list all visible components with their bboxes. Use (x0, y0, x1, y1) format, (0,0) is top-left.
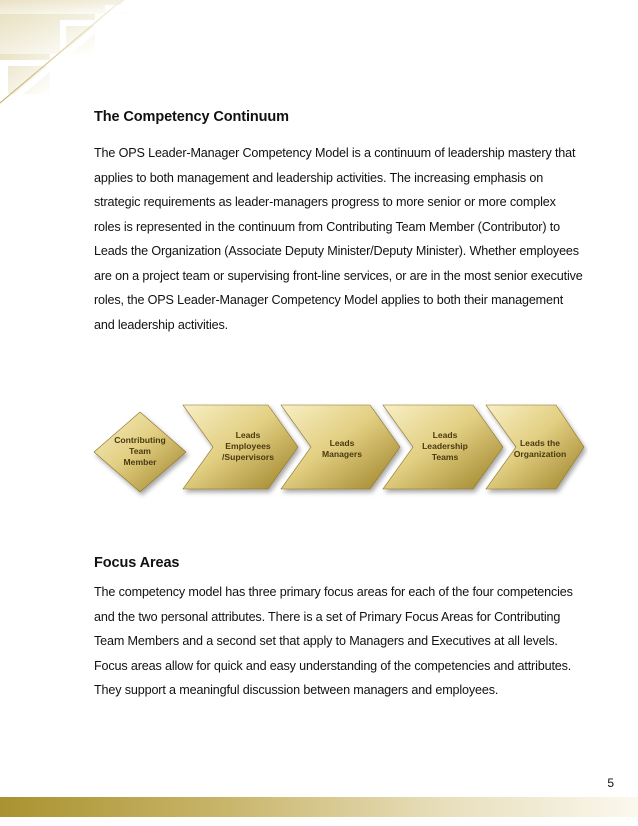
stage-2-line-2: Employees (225, 441, 271, 451)
competency-continuum-diagram (88, 397, 588, 507)
stage-1-line-2: Team (129, 446, 151, 456)
focus-areas-paragraph: The competency model has three primary focus areas for each of the four competencies and the two personal attributes. There is a set of Primary Focus Areas for Contributing Team Members and a second set that apply to Managers and Executives at all levels. Focus areas allow for quick and easy understanding of the competencies and attributes. They support a meaningful discussion between managers and employees. (94, 585, 573, 697)
stage-4-line-2: Leadership (422, 441, 468, 451)
stage-5-line-2: Organization (513, 449, 567, 459)
stage-2-line-1: Leads (235, 430, 261, 440)
continuum-heading: The Competency Continuum (94, 109, 289, 125)
continuum-paragraph: The OPS Leader-Manager Competency Model is a continuum of leadership mastery that applies to both management and leadership activities. The increasing emphasis on strategic requirements as leader-managers progress to more senior or more complex roles is represented in the continuum from Contributing Team Member (Contributor) to Leads the Organization (Associate Deputy Minister/Deputy Minister). Whether employees are on a project team or supervising front-line services, or are in the most senior executive roles, the OPS Leader-Manager Competency Model applies to both their management and leadership activities. (94, 146, 583, 332)
stage-3-line-2: Managers (321, 449, 363, 459)
stage-5-line-1: Leads the (519, 438, 561, 448)
page-number: 5 (607, 776, 614, 790)
stage-1-line-3: Member (123, 457, 157, 467)
focus-areas-heading: Focus Areas (94, 555, 180, 571)
footer-bar (0, 797, 638, 817)
stage-4-line-3: Teams (431, 452, 459, 462)
stage-4-line-1: Leads (432, 430, 458, 440)
stage-2-line-3: /Supervisors (221, 452, 275, 462)
stage-5 (514, 438, 567, 459)
stage-1-line-1: Contributing (114, 435, 166, 445)
corner-decoration (0, 0, 140, 110)
stage-3-line-1: Leads (329, 438, 355, 448)
